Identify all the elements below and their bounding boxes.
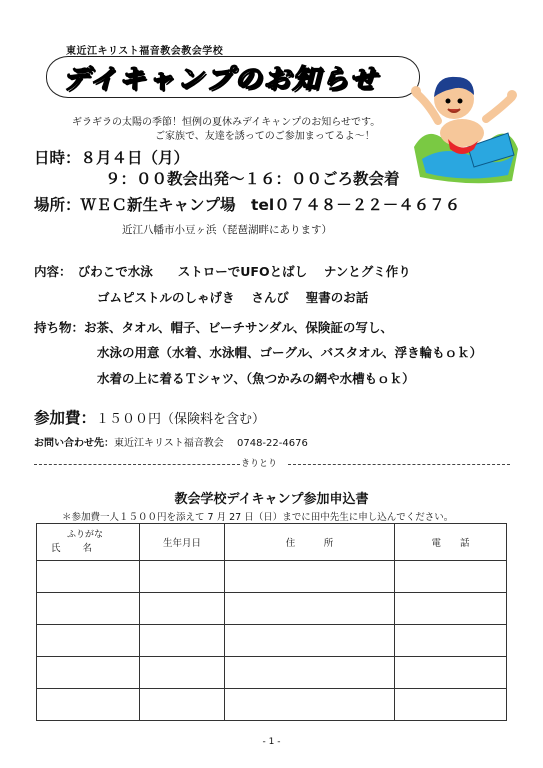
table-row [37,625,507,657]
contents-line-1: 内容： びわこで水泳 ストローでUFOとばし ナンとグミ作り [34,264,411,279]
inquiry [34,434,308,449]
organization-name: 東近江キリスト福音教会教会学校 [66,46,224,57]
event-date: 日時：８月４日（月） [34,149,190,167]
table-row [37,593,507,625]
event-place: 場所：ＷＥＣ新生キャンプ場 tel０７４８－２２－４６７６ [34,196,461,214]
contents-line-2: ゴムピストルのしゃげき さんび 聖書のお話 [97,290,369,305]
intro-line-2: ご家族で、友達を誘ってのご参加まってるよ～！ [155,131,375,142]
table-header-row [37,524,507,561]
birthdate-cell[interactable] [140,625,225,657]
table-row [37,689,507,721]
column-address: 住 所 [225,524,395,561]
name-cell[interactable] [37,625,140,657]
fee-value: １５００円（保険料を含む） [96,412,266,427]
address-cell[interactable] [225,657,395,689]
address-cell[interactable] [225,689,395,721]
phone-cell[interactable] [395,593,507,625]
cut-line-left [34,464,240,465]
form-note: ＊参加費一人１５００円を添えて 7 月 27 日（日）までに田中先生に申し込んでください。 [62,512,454,523]
participation-fee [34,406,265,428]
name-cell[interactable] [37,561,140,593]
phone-cell[interactable] [395,657,507,689]
name-ruby-label: ふりがな [67,530,104,540]
inquiry-label: お問い合わせ先： [34,438,114,449]
phone-cell[interactable] [395,689,507,721]
address-cell[interactable] [225,593,395,625]
cut-line-right [288,464,510,465]
phone-cell[interactable] [395,625,507,657]
name-cell[interactable] [37,593,140,625]
form-title: 教会学校デイキャンプ参加申込書 [174,492,369,507]
cut-line-label: きりとり [241,459,278,469]
birthdate-cell[interactable] [140,593,225,625]
inquiry-value: 東近江キリスト福音教会 0748-22-4676 [114,438,308,449]
column-birthdate: 生年月日 [140,524,225,561]
belongings-line-2: 水泳の用意（水着、水泳帽、ゴーグル、バスタオル、浮き輪もｏｋ） [97,345,483,360]
phone-cell[interactable] [395,561,507,593]
registration-table [36,523,507,721]
fee-label: 参加費： [34,409,97,427]
name-label: 氏名 [51,543,115,554]
event-time: ９：００教会出発～１６：００ごろ教会着 [105,170,400,188]
belongings-line-3: 水着の上に着るＴシャツ、（魚つかみの網や水槽もｏｋ） [97,371,415,386]
intro-line-1: ギラギラの太陽の季節！恒例の夏休みデイキャンプのお知らせです。 [72,117,381,128]
page-title: デイキャンプのお知らせ [62,64,379,95]
table-row [37,561,507,593]
birthdate-cell[interactable] [140,689,225,721]
column-name [37,524,140,561]
name-cell[interactable] [37,689,140,721]
event-address: 近江八幡市小豆ヶ浜（琵琶湖畔にあります） [122,224,332,236]
column-phone: 電 話 [395,524,507,561]
address-cell[interactable] [225,561,395,593]
birthdate-cell[interactable] [140,561,225,593]
page-number: - 1 - [262,737,281,747]
swimming-boy-illustration-icon [408,63,520,185]
birthdate-cell[interactable] [140,657,225,689]
table-row [37,657,507,689]
address-cell[interactable] [225,625,395,657]
belongings-line-1: 持ち物：お茶、タオル、帽子、ビーチサンダル、保険証の写し、 [34,320,393,335]
name-cell[interactable] [37,657,140,689]
